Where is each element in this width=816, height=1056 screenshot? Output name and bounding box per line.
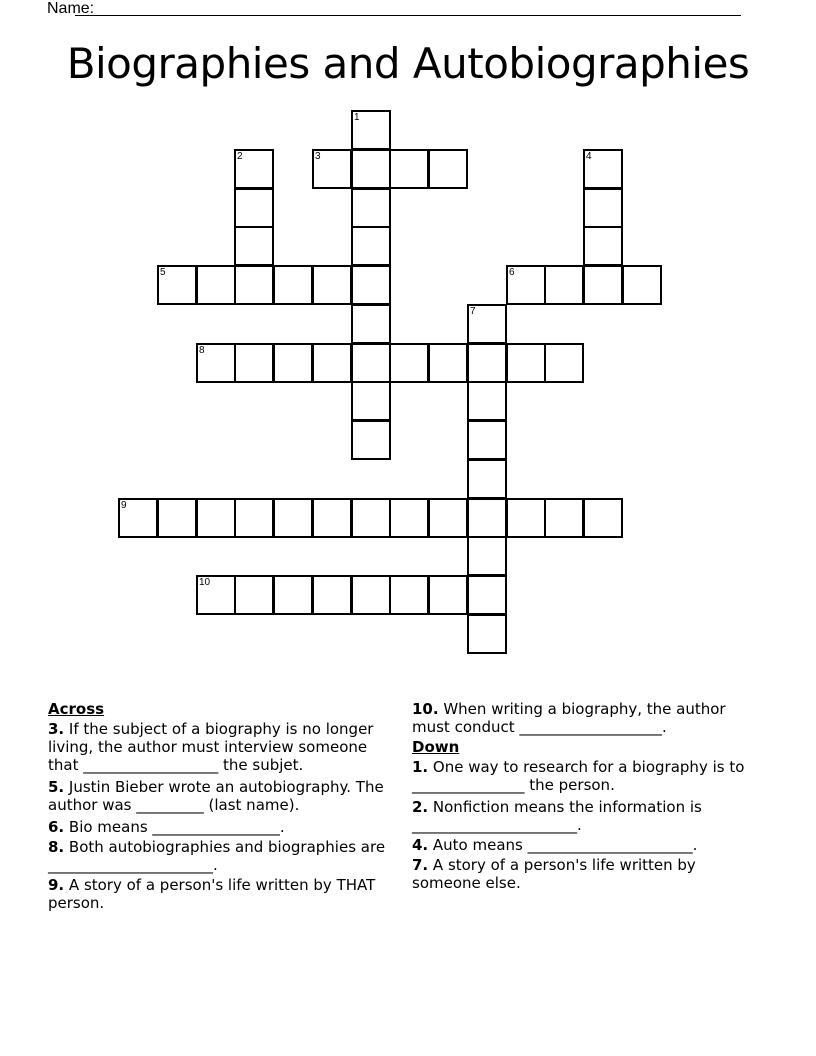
crossword-cell[interactable] xyxy=(273,575,313,615)
crossword-cell[interactable] xyxy=(544,265,584,305)
cell-number: 2 xyxy=(237,151,243,162)
clue-across-9 xyxy=(48,876,393,912)
crossword-cell[interactable] xyxy=(506,498,546,538)
crossword-cell[interactable] xyxy=(622,265,662,305)
cell-number: 5 xyxy=(160,267,166,278)
clue-down-4 xyxy=(412,836,762,854)
cell-number: 3 xyxy=(315,151,321,162)
clue-across-3 xyxy=(48,720,393,774)
clue-number: 1. xyxy=(412,758,429,776)
crossword-cell[interactable] xyxy=(196,498,236,538)
clue-number: 5. xyxy=(48,778,65,796)
clue-down-1 xyxy=(412,758,762,794)
clue-number: 10. xyxy=(412,700,439,718)
clue-across-8 xyxy=(48,838,393,874)
crossword-cell[interactable] xyxy=(467,381,507,421)
cell-number: 7 xyxy=(470,306,476,317)
crossword-cell[interactable] xyxy=(234,188,274,228)
crossword-cell[interactable] xyxy=(583,265,623,305)
crossword-cell[interactable] xyxy=(467,343,507,383)
crossword-cell[interactable] xyxy=(428,149,468,189)
clue-text: A story of a person's life written by someone else. xyxy=(412,856,696,892)
crossword-cell[interactable] xyxy=(506,343,546,383)
clue-text: One way to research for a biography is to _______________ the person. xyxy=(412,758,745,794)
crossword-cell[interactable] xyxy=(544,343,584,383)
clue-number: 9. xyxy=(48,876,65,894)
crossword-cell[interactable] xyxy=(428,575,468,615)
name-label: Name: xyxy=(47,0,95,17)
across-heading: Across xyxy=(48,700,105,718)
clue-number: 4. xyxy=(412,836,429,854)
crossword-cell[interactable] xyxy=(351,265,391,305)
crossword-cell[interactable] xyxy=(389,575,429,615)
crossword-cell[interactable] xyxy=(389,149,429,189)
crossword-cell[interactable] xyxy=(273,498,313,538)
crossword-cell[interactable] xyxy=(351,226,391,266)
cell-number: 9 xyxy=(121,500,127,511)
clue-number: 6. xyxy=(48,818,65,836)
crossword-cell[interactable] xyxy=(273,343,313,383)
crossword-cell[interactable] xyxy=(467,304,507,344)
crossword-cell[interactable] xyxy=(234,149,274,189)
crossword-cell[interactable] xyxy=(157,265,197,305)
crossword-cell[interactable] xyxy=(234,265,274,305)
crossword-cell[interactable] xyxy=(467,459,507,499)
crossword-cell[interactable] xyxy=(467,536,507,576)
clue-across-10 xyxy=(412,700,762,736)
crossword-cell[interactable] xyxy=(467,420,507,460)
cell-number: 1 xyxy=(354,112,360,123)
crossword-cell[interactable] xyxy=(467,575,507,615)
crossword-cell[interactable] xyxy=(389,343,429,383)
crossword-cell[interactable] xyxy=(273,265,313,305)
clue-number: 7. xyxy=(412,856,429,874)
crossword-cell[interactable] xyxy=(351,575,391,615)
clues-column-right xyxy=(412,700,762,896)
crossword-cell[interactable] xyxy=(234,575,274,615)
crossword-cell[interactable] xyxy=(351,304,391,344)
clue-text: Justin Bieber wrote an autobiography. The author was _________ (last name). xyxy=(48,778,384,814)
crossword-cell[interactable] xyxy=(118,498,158,538)
crossword-cell[interactable] xyxy=(389,498,429,538)
crossword-cell[interactable] xyxy=(196,343,236,383)
crossword-cell[interactable] xyxy=(467,498,507,538)
clue-number: 2. xyxy=(412,798,429,816)
clue-text: If the subject of a biography is no longer living, the author must interview someone that __________________ the subjet. xyxy=(48,720,374,774)
crossword-cell[interactable] xyxy=(506,265,546,305)
cell-number: 6 xyxy=(509,267,515,278)
crossword-cell[interactable] xyxy=(428,498,468,538)
crossword-cell[interactable] xyxy=(351,149,391,189)
crossword-cell[interactable] xyxy=(312,265,352,305)
crossword-cell[interactable] xyxy=(544,498,584,538)
crossword-cell[interactable] xyxy=(583,498,623,538)
crossword-cell[interactable] xyxy=(312,575,352,615)
crossword-cell[interactable] xyxy=(196,575,236,615)
crossword-cell[interactable] xyxy=(351,381,391,421)
cell-number: 10 xyxy=(199,577,211,588)
clue-across-5 xyxy=(48,778,393,814)
crossword-cell[interactable] xyxy=(583,226,623,266)
clue-number: 8. xyxy=(48,838,65,856)
cell-number: 4 xyxy=(586,151,592,162)
crossword-cell[interactable] xyxy=(467,614,507,654)
clue-text: Both autobiographies and biographies are ______________________. xyxy=(48,838,386,874)
crossword-cell[interactable] xyxy=(351,110,391,150)
crossword-cell[interactable] xyxy=(351,343,391,383)
crossword-cell[interactable] xyxy=(351,498,391,538)
crossword-cell[interactable] xyxy=(583,188,623,228)
crossword-cell[interactable] xyxy=(428,343,468,383)
crossword-cell[interactable] xyxy=(312,149,352,189)
crossword-cell[interactable] xyxy=(312,343,352,383)
clue-across-6 xyxy=(48,818,393,836)
clue-text: When writing a biography, the author must conduct ___________________. xyxy=(412,700,726,736)
crossword-cell[interactable] xyxy=(583,149,623,189)
crossword-cell[interactable] xyxy=(234,343,274,383)
clues-column-left xyxy=(48,700,393,916)
clue-text: Bio means _________________. xyxy=(64,818,285,836)
crossword-cell[interactable] xyxy=(351,420,391,460)
crossword-cell[interactable] xyxy=(312,498,352,538)
crossword-cell[interactable] xyxy=(196,265,236,305)
clue-text: A story of a person's life written by THAT person. xyxy=(48,876,376,912)
crossword-cell[interactable] xyxy=(351,188,391,228)
page-title: Biographies and Autobiographies xyxy=(66,39,750,88)
clue-down-2 xyxy=(412,798,762,834)
clue-text: Auto means ______________________. xyxy=(428,836,698,854)
down-heading: Down xyxy=(412,738,460,756)
cell-number: 8 xyxy=(199,345,205,356)
crossword-cell[interactable] xyxy=(234,498,274,538)
clue-down-7 xyxy=(412,856,762,892)
clue-text: Nonfiction means the information is ______________________. xyxy=(412,798,702,834)
clue-number: 3. xyxy=(48,720,65,738)
crossword-cell[interactable] xyxy=(157,498,197,538)
crossword-cell[interactable] xyxy=(234,226,274,266)
